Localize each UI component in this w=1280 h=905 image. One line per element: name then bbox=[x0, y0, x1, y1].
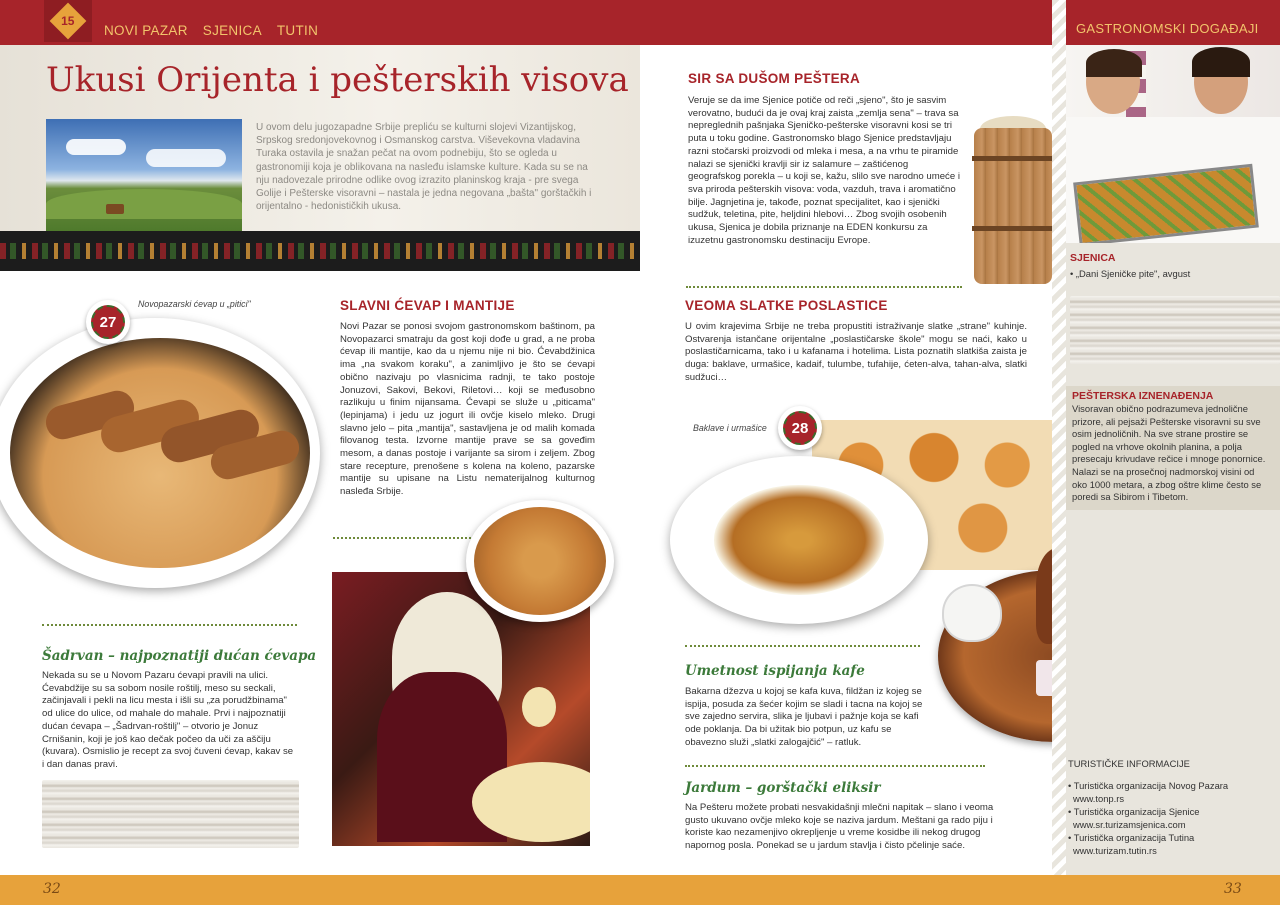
badge-28: 28 bbox=[778, 406, 822, 450]
sidebar-zigzag bbox=[1052, 0, 1066, 875]
info-heading: TURISTIČKE INFORMACIJE bbox=[1068, 758, 1190, 769]
dotted-divider bbox=[333, 537, 471, 539]
intro-text: U ovom delu jugozapadne Srbije prepliću se kulturni slojevi Vizantijskog, Srpskog sredonjovekovnog i Osmanskog carstva. Viševekovna vladavina Turaka ostavila je snažan pečat na ovom podnebiju, što se ogleda u gastronomiji koja je oblikovana na nasleđu islamske kulture. Kada su se na nju nadovezale prirodne odlike ovog izrazito planinskog kraja - pre svega Golije i Pešterske visoravni – nastala je jedna negovana „bašta" gorštačkih i orijentalno - hedonističkih ukusa. bbox=[256, 122, 592, 213]
kafa-heading: Umetnost ispijanja kafe bbox=[685, 663, 865, 679]
jardum-heading: Jardum – gorštački eliksir bbox=[685, 780, 881, 796]
wood-plank-sidebar bbox=[1070, 296, 1280, 364]
poslastice-text: U ovim krajevima Srbije ne treba propustiti istraživanje slatke „strane" kuhinje. Ostvarenja istančane orijentalne „poslastičarske škole" mogu se naći, kako u poslastičarnicama, tako i u kafanama i hotelima. Lista poznatih slatkiša zaista je duga: baklave, urmašice, kadaif, tulumbe, tufahije, ćeten-alva, tahan-alva, slatki sudžuci… bbox=[685, 321, 1027, 383]
women-baklava-photo bbox=[1066, 45, 1280, 243]
wavy-divider-jardum bbox=[685, 765, 985, 769]
badge-27: 27 bbox=[86, 300, 130, 344]
page-number-right: 33 bbox=[1224, 881, 1242, 897]
poslastice-heading: VEOMA SLATKE POSLASTICE bbox=[685, 298, 888, 313]
page-badge: 15 bbox=[44, 0, 92, 42]
info-link[interactable]: www.turizam.tutin.rs bbox=[1073, 844, 1157, 856]
info-list bbox=[1068, 780, 1273, 858]
wavy-divider bbox=[42, 624, 297, 628]
info-item: • Turistička organizacija Novog Pazara www.tonp.rs bbox=[1068, 780, 1273, 805]
sjenica-event: • „Dani Sjeničke pite", avgust bbox=[1070, 268, 1191, 279]
nav-novi-pazar[interactable]: NOVI PAZAR bbox=[104, 23, 188, 38]
info-item: • Turistička organizacija Sjenice www.sr.turizamsjenica.com bbox=[1068, 806, 1273, 831]
sidebar-title: GASTRONOMSKI DOGAĐAJI bbox=[1076, 21, 1259, 36]
sir-text: Veruje se da ime Sjenice potiče od reči „sjeno", što je sasvim verovatno, budući da je ovaj kraj zaista „zemlja sena" – trava sa nepreglednih pašnjaka Sjeničko-pešterske visoravni kosi se tri puta u toku godine. Gastronomsko blago Sjenice predstavljaju razni stočarski proizvodi od mleka i mesa, a na vrhu te piramide nalazi se sjenički kravlji sir iz salamure – zaštićenog geografskog porekla – u koji se, kažu, slilo sve narodno umeće i sva priroda pešterskih visova: voda, vazduh, trava i aromatično bilje. Jagnjetina je, takođe, poznat specijalitet, kao i sjenički sudžuk, teletina, pite, heljdini hlebovi… Zbog svojih osobenih ukusa, Sjenica je dobila priznanje na EDEN konkursu za izuzetnu gastronomsku destinaciju Evrope. bbox=[688, 95, 960, 246]
poslastice-caption: Baklave i urmašice bbox=[693, 423, 767, 433]
sadrvan-heading: Šadrvan – najpoznatiji dućan ćevapa bbox=[42, 648, 317, 664]
folk-ornament-band bbox=[0, 231, 640, 271]
footer-bar bbox=[0, 875, 1280, 905]
cevap-photo bbox=[0, 318, 320, 588]
jardum-text: Na Pešteru možete probati nesvakidašnji mlečni napitak – slano i veoma gusto ukuvano ovčje mleko koje se naziva jardum. Meštani ga rado piju i koriste kao nezamenjivo okrepljenje u vreme kosidbe ili nekog drugog napornog posla. Ponekad se u jardum stavlja i čisto pčelinje saće. bbox=[685, 802, 994, 852]
pester-text: Visoravan obično podrazumeva jednolične prizore, ali pejsaži Pešterske visoravni su sve osim jednoličnih. Na sve strane prostire se pogled na vrhove okolnih planina, a polja presecaju krivudave rečice i mnoge ponornice. Nalazi se na prosečnoj nadmorskoj visini od oko 1000 metara, a zbog oštre klime često se poredi sa Sibirom i Tibetom. bbox=[1072, 403, 1266, 503]
info-link[interactable]: www.sr.turizamsjenica.com bbox=[1073, 818, 1186, 830]
cheese-barrel-photo bbox=[974, 116, 1056, 286]
dotted-divider-right bbox=[686, 286, 962, 288]
header-nav bbox=[104, 23, 318, 38]
sjenica-heading: SJENICA bbox=[1070, 252, 1116, 264]
pester-heading: PEŠTERSKA IZNENAĐENJA bbox=[1072, 390, 1214, 402]
sadrvan-text: Nekada su se u Novom Pazaru ćevapi pravili na ulici. Ćevabdžije su sa sobom nosile roštilj, meso su seckali, začinjavali i pekli na licu mesta i išli su „za porudžbinama" od ulice do ulice, od mahale do mahale. Prvi i najpoznatiji dućan ćevapa – „Šadrvan-roštilj" – otvorio je Jonuz Crnišanin, koji je još kao dečak počeo da uči za aščiju (kuvara). Osmislio je recept za svoj čuveni ćevap, kakav se i dan danas pravi. bbox=[42, 670, 294, 770]
page-number-left: 32 bbox=[43, 881, 61, 897]
cevap-heading: SLAVNI ĆEVAP I MANTIJE bbox=[340, 298, 515, 313]
wavy-divider-kafa bbox=[685, 645, 920, 649]
page-title: Ukusi Orijenta i pešterskih visova bbox=[46, 60, 629, 100]
cevap-text: Novi Pazar se ponosi svojom gastronomskom baštinom, pa Novopazarci smatraju da gost koji dođe u grad, a ne proba ćevap ili mantije, kao da u njemu nije ni bio. Ćevabdžinica ima „na svakom koraku", a zanimljivo je što se ćevapi obično nazivaju po vlasnicima radnji, te tako postoje Jonuzovi, Sakovi, Bekovi, Riletovi… koji se međusobno razlikuju u finim nijansama. Ćevapi se služe u „piticama" (lepinjama) i jedu uz jogurt ili ovčje kiselo mleko. Drugi slavno jelo – pita „mantija", sastavljena je od malih komada filovanog testa. Izvorne mantije prave se sa goveđim mesom, a danas postoje i varijante sa sirom i zeljem. Zbog stare recepture, prenošene s kolena na koleno, pazarske mantije su upisane na Listu nematerijalnog kulturnog nasleđa Srbije. bbox=[340, 321, 595, 498]
info-link[interactable]: www.tonp.rs bbox=[1073, 792, 1125, 804]
nav-tutin[interactable]: TUTIN bbox=[276, 23, 319, 38]
mantije-photo bbox=[466, 500, 614, 622]
baklava-photo bbox=[670, 456, 928, 624]
nav-sjenica[interactable]: SJENICA bbox=[202, 23, 262, 38]
cevap-caption: Novopazarski ćevap u „pitici" bbox=[138, 299, 251, 309]
sir-heading: SIR SA DUŠOM PEŠTERA bbox=[688, 71, 861, 86]
wood-plank-left bbox=[42, 780, 299, 848]
kafa-text: Bakarna džezva u kojoj se kafa kuva, fildžan iz kojeg se ispija, posuda za šećer kojim se sladi i tacna na kojoj se sve zajedno servira, slika je ljubavi i pažnje koja se kafi ode poklanja. Da bi užitak bio potpun, uz kafu se obavezno služi „slatki zalogajčić" – ratluk. bbox=[685, 686, 923, 748]
landscape-photo bbox=[46, 119, 242, 231]
info-item: • Turistička organizacija Tutina www.turizam.tutin.rs bbox=[1068, 832, 1273, 857]
